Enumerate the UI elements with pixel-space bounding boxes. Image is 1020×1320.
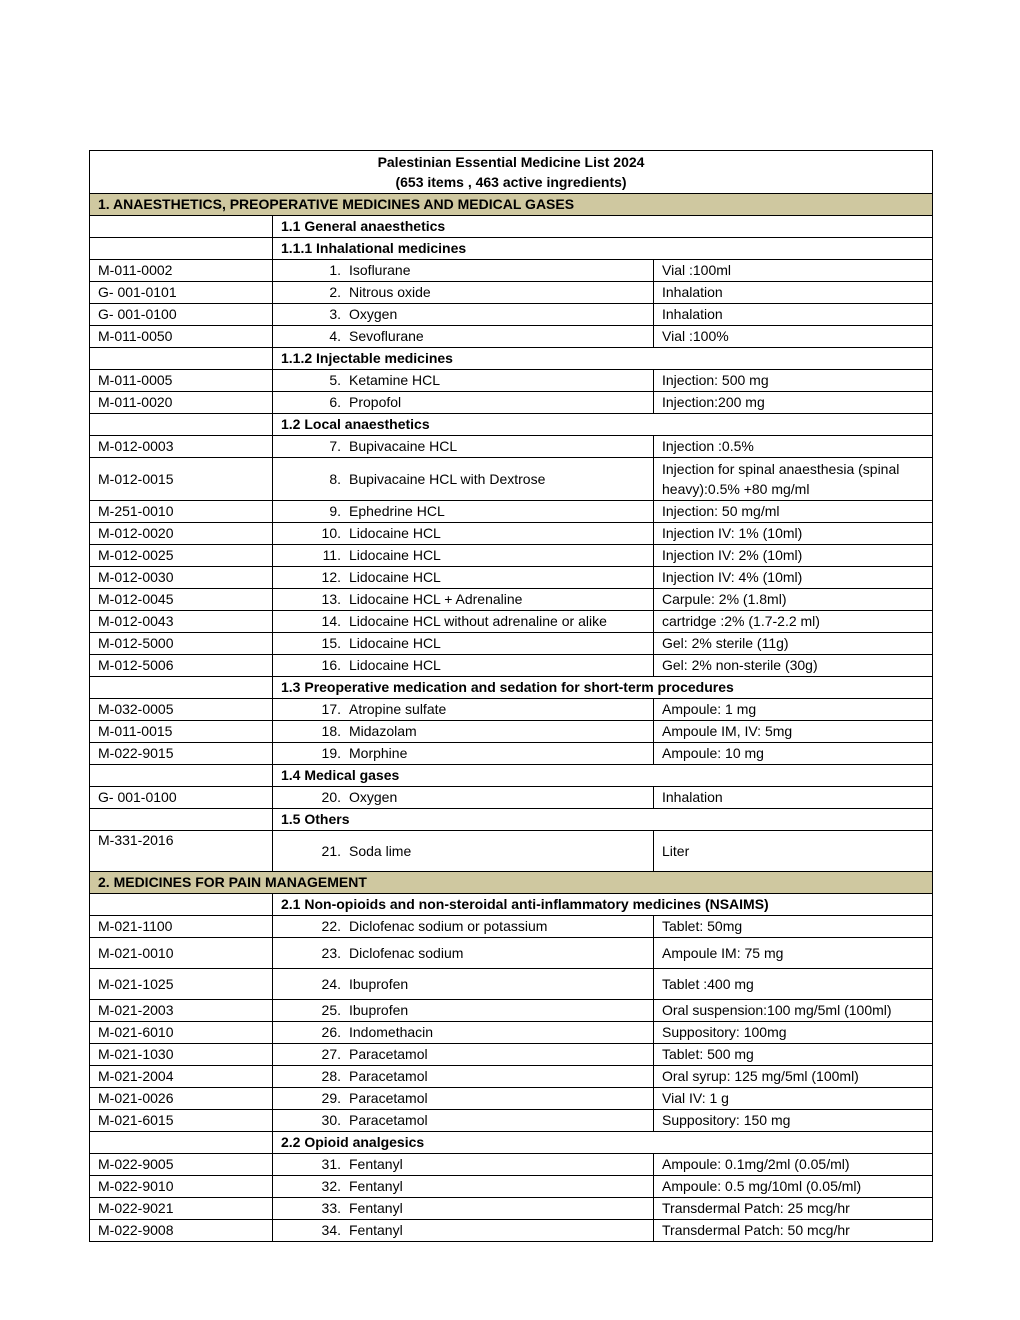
medicine-name-cell <box>273 1000 654 1022</box>
medicine-name: Fentanyl <box>349 1156 403 1172</box>
table-row <box>90 260 933 282</box>
subsection-row <box>90 677 933 699</box>
table-row <box>90 1066 933 1088</box>
medicine-name-cell <box>273 545 654 567</box>
code-cell: M-251-0010 <box>90 501 273 523</box>
code-cell <box>90 1132 273 1154</box>
medicine-name-cell <box>273 743 654 765</box>
medicine-name-cell <box>273 501 654 523</box>
code-cell: M-022-9008 <box>90 1220 273 1242</box>
medicine-name-cell <box>273 260 654 282</box>
item-number: 28. <box>321 1068 341 1084</box>
dosage-form-cell: Injection: 50 mg/ml <box>654 501 933 523</box>
dosage-form-cell: Tablet :400 mg <box>654 969 933 1000</box>
medicine-name: Lidocaine HCL <box>349 569 441 585</box>
table-row <box>90 916 933 938</box>
code-cell <box>90 216 273 238</box>
table-row <box>90 1198 933 1220</box>
medicine-name-cell <box>273 523 654 545</box>
title-row <box>90 151 933 194</box>
item-number: 18. <box>321 723 341 739</box>
table-row <box>90 501 933 523</box>
medicine-name-cell <box>273 633 654 655</box>
medicine-name-cell <box>273 1154 654 1176</box>
item-number: 16. <box>321 657 341 673</box>
medicine-name-cell <box>273 916 654 938</box>
medicine-name-cell <box>273 326 654 348</box>
medicine-name: Indomethacin <box>349 1024 434 1040</box>
subsection-heading: 1.1 General anaesthetics <box>273 216 933 238</box>
dosage-form-cell: Inhalation <box>654 304 933 326</box>
item-number: 21. <box>321 842 341 859</box>
medicine-name-cell <box>273 567 654 589</box>
code-cell: G- 001-0101 <box>90 282 273 304</box>
table-row <box>90 545 933 567</box>
table-row <box>90 589 933 611</box>
dosage-form-cell: Ampoule IM: 75 mg <box>654 938 933 969</box>
code-cell: M-012-0020 <box>90 523 273 545</box>
medicine-name: Ibuprofen <box>349 1002 409 1018</box>
dosage-form-cell: cartridge :2% (1.7-2.2 ml) <box>654 611 933 633</box>
table-row <box>90 699 933 721</box>
code-cell: M-021-0010 <box>90 938 273 969</box>
dosage-form-cell: Ampoule: 1 mg <box>654 699 933 721</box>
code-cell <box>90 238 273 260</box>
dosage-form-cell: Carpule: 2% (1.8ml) <box>654 589 933 611</box>
code-cell: M-012-0025 <box>90 545 273 567</box>
medicine-name: Lidocaine HCL <box>349 547 441 563</box>
subsection-heading: 1.4 Medical gases <box>273 765 933 787</box>
item-number: 22. <box>321 918 341 934</box>
medicine-name: Oxygen <box>349 306 398 322</box>
dosage-form-cell: Injection IV: 1% (10ml) <box>654 523 933 545</box>
table-row <box>90 831 933 872</box>
section-heading: 2. MEDICINES FOR PAIN MANAGEMENT <box>90 872 933 894</box>
subsection-heading: 1.5 Others <box>273 809 933 831</box>
medicine-name: Lidocaine HCL without adrenaline or alike <box>349 613 607 629</box>
dosage-form-cell: Oral syrup: 125 mg/5ml (100ml) <box>654 1066 933 1088</box>
table-row <box>90 1088 933 1110</box>
item-number: 23. <box>321 944 341 961</box>
subsection-heading: 1.3 Preoperative medication and sedation for short-term procedures <box>273 677 933 699</box>
medicine-name-cell <box>273 458 654 501</box>
code-cell: M-011-0002 <box>90 260 273 282</box>
medicine-name-cell <box>273 831 654 872</box>
medicine-name-cell <box>273 1110 654 1132</box>
dosage-form-cell: Transdermal Patch: 50 mcg/hr <box>654 1220 933 1242</box>
dosage-form-cell: Injection:200 mg <box>654 392 933 414</box>
code-cell <box>90 894 273 916</box>
table-row <box>90 1176 933 1198</box>
medicine-name: Midazolam <box>349 723 417 739</box>
medicine-name: Atropine sulfate <box>349 701 447 717</box>
dosage-form-cell: Injection IV: 2% (10ml) <box>654 545 933 567</box>
dosage-form-cell: Injection :0.5% <box>654 436 933 458</box>
medicine-name: Morphine <box>349 745 408 761</box>
medicine-name-cell <box>273 938 654 969</box>
medicine-name-cell <box>273 1066 654 1088</box>
medicine-name: Isoflurane <box>349 262 411 278</box>
item-number: 34. <box>321 1222 341 1238</box>
item-number: 27. <box>321 1046 341 1062</box>
subsection-row <box>90 1132 933 1154</box>
item-number: 9. <box>329 503 341 519</box>
section-header-row <box>90 872 933 894</box>
code-cell: M-011-0050 <box>90 326 273 348</box>
dosage-form-cell: Suppository: 150 mg <box>654 1110 933 1132</box>
title-cell <box>90 151 933 194</box>
dosage-form-cell: Ampoule: 0.1mg/2ml (0.05/ml) <box>654 1154 933 1176</box>
table-row <box>90 1110 933 1132</box>
dosage-form-cell: Transdermal Patch: 25 mcg/hr <box>654 1198 933 1220</box>
item-number: 4. <box>329 328 341 344</box>
table-row <box>90 436 933 458</box>
item-number: 8. <box>329 470 341 487</box>
table-row <box>90 523 933 545</box>
dosage-form-cell: Injection for spinal anaesthesia (spinal heavy):0.5% +80 mg/ml <box>654 458 933 501</box>
table-row <box>90 567 933 589</box>
dosage-form-cell: Suppository: 100mg <box>654 1022 933 1044</box>
item-number: 3. <box>329 306 341 322</box>
code-cell: M-021-0026 <box>90 1088 273 1110</box>
table-row <box>90 787 933 809</box>
medicine-name: Diclofenac sodium <box>349 944 464 961</box>
section-header-row <box>90 194 933 216</box>
item-number: 25. <box>321 1002 341 1018</box>
code-cell <box>90 414 273 436</box>
code-cell: M-012-5000 <box>90 633 273 655</box>
medicine-name: Fentanyl <box>349 1222 403 1238</box>
document-subtitle: (653 items , 463 active ingredients) <box>395 174 627 190</box>
medicine-name-cell <box>273 1220 654 1242</box>
code-cell: M-012-0015 <box>90 458 273 501</box>
medicine-name: Paracetamol <box>349 1090 428 1106</box>
medicine-name: Paracetamol <box>349 1046 428 1062</box>
subsection-heading: 2.2 Opioid analgesics <box>273 1132 933 1154</box>
item-number: 1. <box>329 262 341 278</box>
medicine-name-cell <box>273 721 654 743</box>
medicine-name-cell <box>273 787 654 809</box>
medicine-name-cell <box>273 969 654 1000</box>
medicine-name: Paracetamol <box>349 1112 428 1128</box>
table-row <box>90 326 933 348</box>
medicine-name-cell <box>273 699 654 721</box>
code-cell: G- 001-0100 <box>90 787 273 809</box>
code-cell: M-331-2016 <box>90 831 273 872</box>
medicine-name: Fentanyl <box>349 1200 403 1216</box>
medicine-name-cell <box>273 436 654 458</box>
medicine-name: Lidocaine HCL <box>349 657 441 673</box>
subsection-row <box>90 238 933 260</box>
medicine-name: Oxygen <box>349 789 398 805</box>
medicine-name: Bupivacaine HCL with Dextrose <box>349 470 546 487</box>
code-cell <box>90 765 273 787</box>
code-cell: M-012-0043 <box>90 611 273 633</box>
medicine-name: Lidocaine HCL <box>349 635 441 651</box>
item-number: 2. <box>329 284 341 300</box>
medicine-name-cell <box>273 611 654 633</box>
medicine-name: Ephedrine HCL <box>349 503 445 519</box>
code-cell: M-012-5006 <box>90 655 273 677</box>
table-row <box>90 282 933 304</box>
code-cell: M-011-0005 <box>90 370 273 392</box>
medicine-name-cell <box>273 589 654 611</box>
item-number: 32. <box>321 1178 341 1194</box>
item-number: 17. <box>321 701 341 717</box>
medicine-name: Nitrous oxide <box>349 284 431 300</box>
item-number: 26. <box>321 1024 341 1040</box>
document-title: Palestinian Essential Medicine List 2024 <box>377 154 645 170</box>
item-number: 7. <box>329 438 341 454</box>
dosage-form-cell: Ampoule: 0.5 mg/10ml (0.05/ml) <box>654 1176 933 1198</box>
item-number: 12. <box>321 569 341 585</box>
code-cell: M-022-9015 <box>90 743 273 765</box>
item-number: 11. <box>322 547 341 563</box>
dosage-form-cell: Inhalation <box>654 282 933 304</box>
dosage-form-cell: Oral suspension:100 mg/5ml (100ml) <box>654 1000 933 1022</box>
table-row <box>90 611 933 633</box>
dosage-form-cell: Injection: 500 mg <box>654 370 933 392</box>
table-row <box>90 655 933 677</box>
item-number: 20. <box>321 789 341 805</box>
item-number: 14. <box>321 613 341 629</box>
dosage-form-cell: Gel: 2% sterile (11g) <box>654 633 933 655</box>
dosage-form-cell: Inhalation <box>654 787 933 809</box>
table-row <box>90 458 933 501</box>
code-cell: G- 001-0100 <box>90 304 273 326</box>
item-number: 30. <box>321 1112 341 1128</box>
item-number: 33. <box>321 1200 341 1216</box>
dosage-form-cell: Gel: 2% non-sterile (30g) <box>654 655 933 677</box>
table-row <box>90 1044 933 1066</box>
medicine-name: Ibuprofen <box>349 975 409 992</box>
table-row <box>90 304 933 326</box>
medicine-name: Lidocaine HCL <box>349 525 441 541</box>
subsection-row <box>90 809 933 831</box>
medicine-name-cell <box>273 655 654 677</box>
subsection-heading: 1.1.1 Inhalational medicines <box>273 238 933 260</box>
subsection-row <box>90 216 933 238</box>
medicine-name: Fentanyl <box>349 1178 403 1194</box>
dosage-form-cell: Ampoule: 10 mg <box>654 743 933 765</box>
code-cell: M-011-0015 <box>90 721 273 743</box>
medicine-name-cell <box>273 304 654 326</box>
code-cell: M-011-0020 <box>90 392 273 414</box>
code-cell: M-021-1025 <box>90 969 273 1000</box>
code-cell: M-022-9005 <box>90 1154 273 1176</box>
subsection-row <box>90 348 933 370</box>
code-cell: M-032-0005 <box>90 699 273 721</box>
subsection-row <box>90 765 933 787</box>
medicine-table <box>89 150 933 1242</box>
table-row <box>90 721 933 743</box>
item-number: 5. <box>329 372 341 388</box>
table-row <box>90 1022 933 1044</box>
item-number: 10. <box>321 525 341 541</box>
subsection-row <box>90 894 933 916</box>
table-row <box>90 1154 933 1176</box>
table-row <box>90 1000 933 1022</box>
medicine-name: Paracetamol <box>349 1068 428 1084</box>
dosage-form-cell: Vial IV: 1 g <box>654 1088 933 1110</box>
item-number: 29. <box>321 1090 341 1106</box>
medicine-name: Diclofenac sodium or potassium <box>349 918 548 934</box>
code-cell: M-021-6010 <box>90 1022 273 1044</box>
medicine-name-cell <box>273 392 654 414</box>
medicine-name: Ketamine HCL <box>349 372 441 388</box>
item-number: 6. <box>329 394 341 410</box>
table-row <box>90 633 933 655</box>
dosage-form-cell: Liter <box>654 831 933 872</box>
code-cell: M-021-2004 <box>90 1066 273 1088</box>
medicine-name-cell <box>273 370 654 392</box>
item-number: 19. <box>321 745 341 761</box>
subsection-heading: 1.2 Local anaesthetics <box>273 414 933 436</box>
table-row <box>90 1220 933 1242</box>
code-cell: M-021-1100 <box>90 916 273 938</box>
subsection-heading: 1.1.2 Injectable medicines <box>273 348 933 370</box>
section-heading: 1. ANAESTHETICS, PREOPERATIVE MEDICINES AND MEDICAL GASES <box>90 194 933 216</box>
item-number: 13. <box>321 591 341 607</box>
dosage-form-cell: Vial :100% <box>654 326 933 348</box>
code-cell: M-021-6015 <box>90 1110 273 1132</box>
medicine-list-document <box>89 150 932 1242</box>
table-row <box>90 743 933 765</box>
code-cell: M-022-9021 <box>90 1198 273 1220</box>
dosage-form-cell: Vial :100ml <box>654 260 933 282</box>
medicine-name-cell <box>273 1088 654 1110</box>
item-number: 24. <box>321 975 341 992</box>
medicine-name: Lidocaine HCL + Adrenaline <box>349 591 523 607</box>
medicine-name-cell <box>273 1198 654 1220</box>
dosage-form-cell: Tablet: 500 mg <box>654 1044 933 1066</box>
medicine-name: Soda lime <box>349 842 412 859</box>
code-cell <box>90 809 273 831</box>
medicine-name-cell <box>273 1044 654 1066</box>
item-number: 15. <box>321 635 341 651</box>
item-number: 31. <box>321 1156 341 1172</box>
code-cell: M-022-9010 <box>90 1176 273 1198</box>
code-cell: M-021-2003 <box>90 1000 273 1022</box>
medicine-name: Propofol <box>349 394 402 410</box>
dosage-form-cell: Ampoule IM, IV: 5mg <box>654 721 933 743</box>
medicine-name: Sevoflurane <box>349 328 424 344</box>
dosage-form-cell: Tablet: 50mg <box>654 916 933 938</box>
table-row <box>90 938 933 969</box>
code-cell <box>90 677 273 699</box>
medicine-name-cell <box>273 1022 654 1044</box>
medicine-name-cell <box>273 1176 654 1198</box>
code-cell: M-012-0003 <box>90 436 273 458</box>
code-cell: M-012-0045 <box>90 589 273 611</box>
subsection-row <box>90 414 933 436</box>
table-row <box>90 370 933 392</box>
table-row <box>90 392 933 414</box>
medicine-name-cell <box>273 282 654 304</box>
code-cell <box>90 348 273 370</box>
medicine-name: Bupivacaine HCL <box>349 438 458 454</box>
dosage-form-cell: Injection IV: 4% (10ml) <box>654 567 933 589</box>
code-cell: M-021-1030 <box>90 1044 273 1066</box>
table-row <box>90 969 933 1000</box>
code-cell: M-012-0030 <box>90 567 273 589</box>
subsection-heading: 2.1 Non-opioids and non-steroidal anti-inflammatory medicines (NSAIMS) <box>273 894 933 916</box>
